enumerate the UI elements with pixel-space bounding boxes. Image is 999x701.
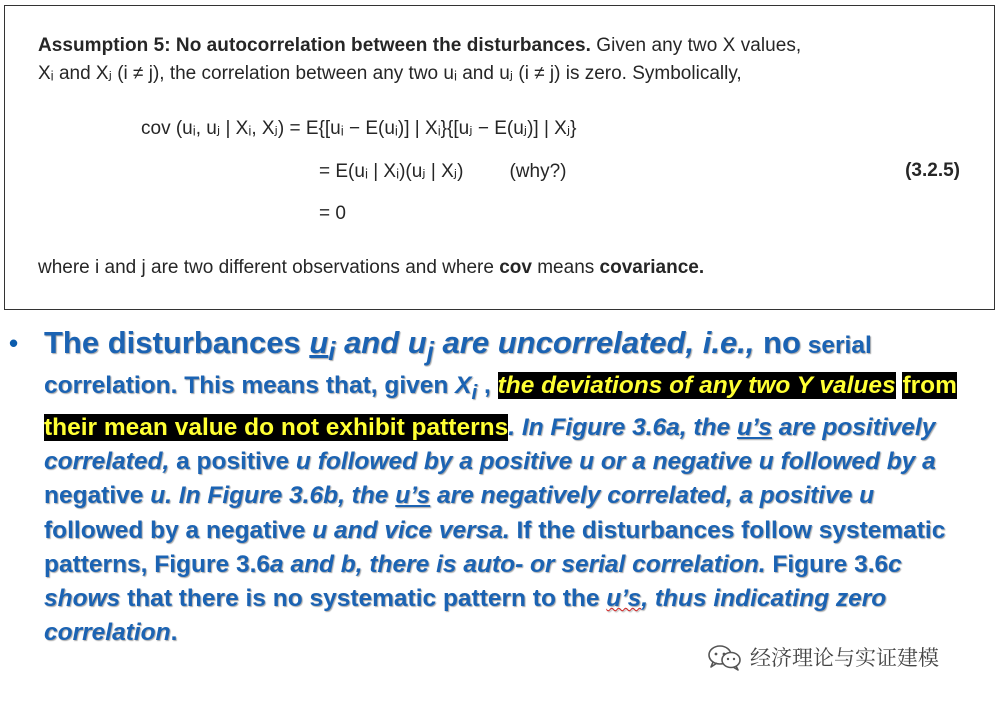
text-segment: followed by a negative bbox=[44, 516, 306, 544]
text-segment: serial correlation. This means that, given bbox=[44, 332, 872, 400]
subscript: i bbox=[328, 338, 336, 367]
text-segment: c shows bbox=[44, 550, 902, 613]
assumption-intro: Given any two X values, bbox=[596, 35, 802, 56]
underlined-term: u’s bbox=[736, 413, 772, 441]
watermark bbox=[706, 642, 939, 672]
text-segment: a positive bbox=[176, 447, 290, 475]
equation-row-2-expression: = E(uᵢ | Xᵢ)(uⱼ | Xⱼ) bbox=[319, 161, 464, 182]
footer-text-2: means bbox=[537, 257, 595, 278]
bullet-paragraph bbox=[44, 326, 974, 651]
highlighted-phrase: from their mean value do not exhibit patterns bbox=[44, 372, 957, 441]
footer-text-1: where i and j are two different observations and where bbox=[38, 257, 494, 278]
equation-number: (3.2.5) bbox=[905, 160, 960, 181]
text-segment: are negatively correlated, a positive u bbox=[437, 482, 875, 510]
text-segment: , thus indicating zero correlation bbox=[44, 585, 887, 647]
text-segment: u followed by a positive u or a negative u followed by a bbox=[295, 447, 936, 475]
subscript: i bbox=[471, 382, 478, 405]
text-segment: Figure 3.6 bbox=[772, 550, 889, 578]
text-segment: no bbox=[763, 325, 801, 360]
text-segment: X bbox=[455, 372, 472, 400]
spellcheck-term: u’s bbox=[606, 585, 642, 613]
watermark-text: 经济理论与实证建模 bbox=[750, 646, 939, 670]
text-segment: The disturbances bbox=[44, 325, 301, 360]
text-segment: . bbox=[170, 619, 178, 647]
bullet-point-icon: • bbox=[9, 328, 19, 358]
text-segment: If the disturbances follow systematic patterns, Figure 3.6 bbox=[44, 516, 946, 578]
wechat-icon bbox=[706, 643, 742, 671]
equation-row-2 bbox=[319, 160, 566, 183]
equation-row-3: = 0 bbox=[319, 203, 346, 224]
assumption-footer bbox=[38, 257, 704, 279]
equation-why-note: (why?) bbox=[509, 161, 567, 182]
text-segment: u and vice versa. bbox=[312, 516, 510, 544]
bullet-lead bbox=[44, 325, 801, 367]
text-segment: . In Figure 3.6a, the bbox=[508, 413, 731, 441]
underlined-term: u’s bbox=[395, 482, 431, 510]
equation-row-1: cov (uᵢ, uⱼ | Xᵢ, Xⱼ) = E{[uᵢ − E(uᵢ)] | Xᵢ}{[uⱼ − E(uⱼ)] | Xⱼ} bbox=[141, 118, 577, 139]
text-segment: are uncorrelated, bbox=[442, 325, 695, 360]
text-segment: negative bbox=[44, 482, 144, 510]
text-segment: a and b, there is auto- or serial correlation. bbox=[270, 550, 766, 578]
assumption-second-line: Xᵢ and Xⱼ (i ≠ j), the correlation between any two uᵢ and uⱼ (i ≠ j) is zero. Symbolically, bbox=[38, 63, 742, 84]
footer-covariance: covariance. bbox=[599, 257, 705, 278]
text-segment: , bbox=[484, 372, 491, 400]
text-segment: and u bbox=[344, 325, 427, 360]
text-segment: i.e., bbox=[702, 325, 755, 360]
text-segment: are positively correlated, bbox=[44, 413, 936, 475]
highlighted-phrase: the deviations of any two Y values bbox=[497, 372, 896, 400]
text-segment: that there is no systematic pattern to the bbox=[127, 585, 600, 613]
subscript: j bbox=[426, 338, 434, 367]
assumption-first-line bbox=[38, 35, 801, 57]
text-segment: u. In Figure 3.6b, the bbox=[150, 482, 389, 510]
text-segment: u bbox=[309, 325, 329, 360]
assumption-title: Assumption 5: No autocorrelation between the disturbances. bbox=[38, 35, 591, 56]
assumption-box bbox=[4, 5, 995, 310]
footer-cov: cov bbox=[499, 257, 532, 278]
